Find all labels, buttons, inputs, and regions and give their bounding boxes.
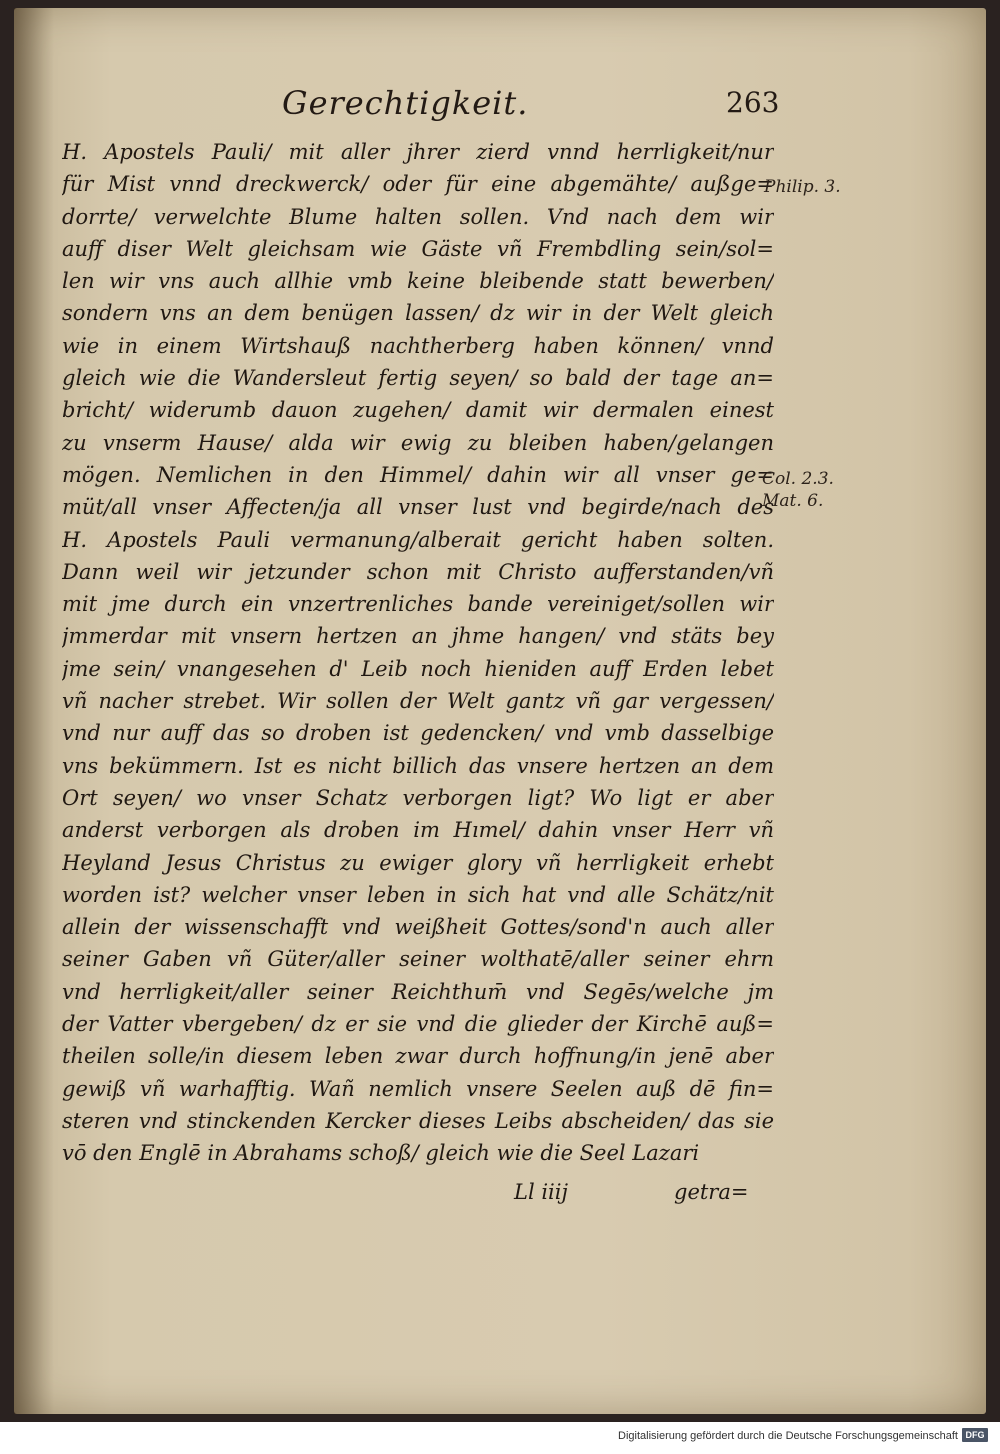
marginal-note: Col. 2.3. [762,469,834,489]
funding-credit: Digitalisierung gefördert durch die Deutsche Forschungsgemeinschaft [618,1430,958,1442]
text-line: sondern vns an dem benügen lassen/ dz wir in der Welt gleich [62,301,774,326]
text-line: H. Apostels Pauli vermanung/alberait gericht haben solten. [62,527,774,552]
text-line: dorrte/ verwelchte Blume halten sollen. Vnd nach dem wir [62,204,774,229]
text-line: jmmerdar mit vnsern hertzen an jhme hangen/ vnd stäts bey [62,624,774,649]
text-line: vnd nur auff das so droben ist gedencken/ vnd vmb dasselbige [62,721,774,746]
book-page [14,8,986,1414]
text-line: Dann weil wir jetzunder schon mit Christo aufferstanden/vñ [62,559,774,584]
text-line: vns bekümmern. Ist es nicht billich das vnsere hertzen an dem [62,753,774,778]
digitization-footer [0,1422,1000,1454]
catchword-row [62,1180,774,1214]
text-line: jme sein/ vnangesehen d' Leib noch hieniden auff Erden lebet [62,656,774,681]
marginal-note: Mat. 6. [762,491,824,511]
body-text [62,136,774,1170]
page-header [54,84,780,130]
text-line: vō den Englē in Abrahams schoß/ gleich wie die Seel Lazari [62,1141,700,1166]
text-line: worden ist? welcher vnser leben in sich hat vnd alle Schätz/nit [62,882,774,907]
text-line: vñ nacher strebet. Wir sollen der Welt gantz vñ gar vergessen/ [62,689,774,714]
text-line: mögen. Nemlichen in den Himmel/ dahin wir all vnser ge= [62,462,774,487]
text-line: wie in einem Wirtshauß nachtherberg haben können/ vnnd [62,333,774,358]
text-line: Heyland Jesus Christus zu ewiger glory vñ herrligkeit erhebt [62,850,774,875]
text-line: H. Apostels Pauli/ mit aller jhrer zierd vnnd herrligkeit/nur [62,140,774,164]
marginal-note: Philip. 3. [764,177,841,197]
text-line: len wir vns auch allhie vmb keine bleibende statt bewerben/ [62,269,774,294]
gutter-shadow [14,8,54,1414]
page-number: 263 [726,86,780,119]
text-line: theilen solle/in diesem leben zwar durch hoffnung/in jenē aber [62,1044,774,1069]
text-line: bricht/ widerumb dauon zugehen/ damit wir dermalen einest [62,398,774,423]
text-line: müt/all vnser Affecten/ja all vnser lust vnd begirde/nach des [62,495,774,520]
text-line: allein der wissenschafft vnd weißheit Gottes/sond'n auch aller [62,915,774,940]
text-line: gleich wie die Wandersleut fertig seyen/ so bald der tage an= [62,366,774,391]
text-line: gewiß vñ warhafftig. Wañ nemlich vnsere Seelen auß dē fin= [62,1076,774,1101]
text-line: steren vnd stinckenden Kercker dieses Leibs abscheiden/ das sie [62,1108,774,1133]
text-line: auff diser Welt gleichsam wie Gäste vñ Frembdling sein/sol= [62,236,774,261]
catchword: getra= [674,1180,749,1204]
text-line: Ort seyen/ wo vnser Schatz verborgen ligt? Wo ligt er aber [62,785,774,810]
text-line: mit jme durch ein vnzertrenliches bande vereiniget/sollen wir [62,592,774,617]
text-line: zu vnserm Hause/ alda wir ewig zu bleiben haben/gelangen [62,430,774,455]
text-line: der Vatter vbergeben/ dz er sie vnd die glieder der Kirchē auß= [62,1012,774,1037]
text-line: anderst verborgen als droben im Hımel/ dahin vnser Herr vñ [62,818,774,843]
text-line: vnd herrligkeit/aller seiner Reichthum̄ vnd Segēs/welche jm [62,979,774,1004]
running-title: Gerechtigkeit. [282,84,529,122]
dfg-logo: DFG [962,1428,988,1442]
text-line: für Mist vnnd dreckwerck/ oder für eine abgemähte/ außge= [62,172,774,197]
signature-mark: Ll iiij [514,1180,568,1204]
text-line: seiner Gaben vñ Güter/aller seiner wolthatē/aller seiner ehrn [62,947,774,972]
